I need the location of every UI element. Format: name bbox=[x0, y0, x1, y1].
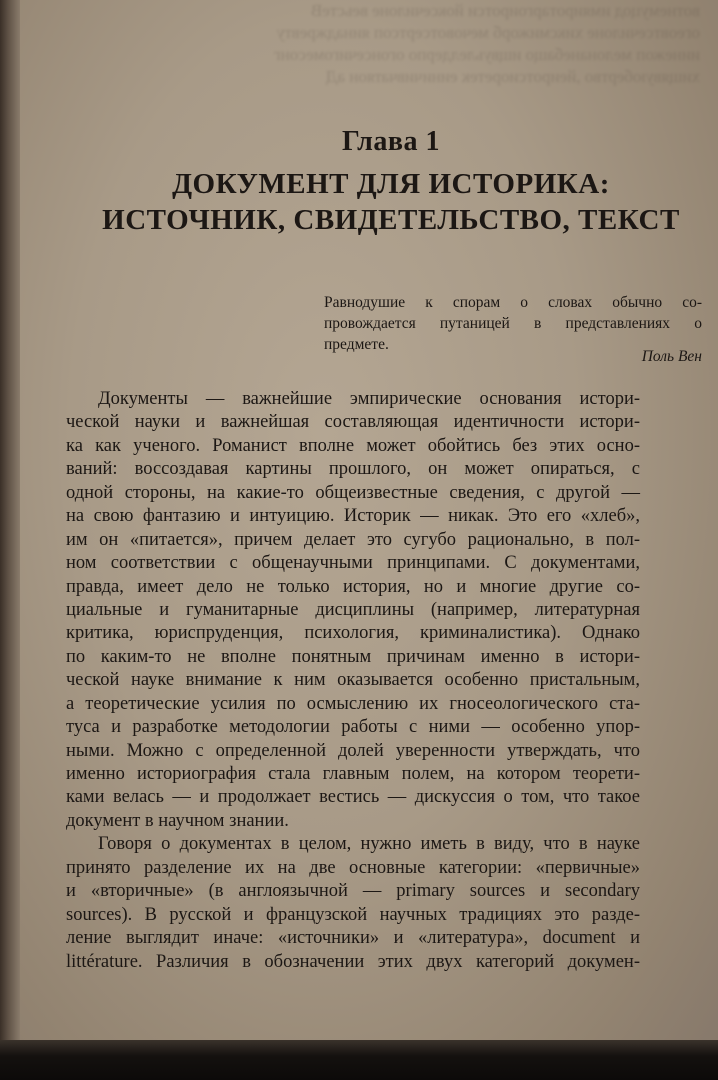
epigraph-line: предмете. bbox=[324, 336, 389, 353]
body-line: именно историография стала главным полем, на котором теорети- bbox=[66, 764, 640, 784]
body-line: одной стороны, на какие-то общеизвестные сведения, с другой — bbox=[66, 482, 640, 503]
body-line: и «вторичные» (в англоязычной — primary sources и secondary bbox=[66, 881, 640, 902]
chapter-title bbox=[66, 166, 716, 238]
body-line: на свою фантазию и интуицию. Историк — никак. Это его «хлеб», bbox=[66, 506, 640, 527]
body-text bbox=[66, 388, 640, 974]
show-through-text: вотнемуцод имяиротаргоиротси йоксечилоне веьстеВ огеовтсечилоне хиксмижорб мечовотсертсоп яинаджревту иинежоп мелонанебащо ищвуьлелдерпо огонсечигомесонг хищявуюбертво ,йеиротсиоретек еиничивчатяон аД bbox=[273, 1, 700, 86]
body-line: littérature. Различия в обозначении этих двух категорий докумен- bbox=[66, 951, 640, 972]
epigraph-author: Поль Вен bbox=[641, 348, 702, 365]
body-line: критика, юриспруденция, психология, криминалистика). Однако bbox=[66, 623, 640, 644]
body-line: ческой науки и важнейшая составляющая идентичности истори- bbox=[66, 412, 640, 433]
chapter-title-line: ИСТОЧНИК, СВИДЕТЕЛЬСТВО, ТЕКСТ bbox=[102, 204, 680, 236]
chapter-title-line: ДОКУМЕНТ ДЛЯ ИСТОРИКА: bbox=[172, 168, 610, 200]
epigraph-line: провождается путаницей в представлениях о bbox=[324, 315, 702, 332]
body-line: ваний: воссоздавая картины прошлого, он может опираться, с bbox=[66, 459, 640, 480]
body-line: а теоретические усилия по осмыслению их гносеологического ста- bbox=[66, 693, 640, 714]
body-line: правда, имеет дело не только история, но и многие другие со- bbox=[66, 576, 640, 597]
body-line: принято разделение их на две основные категории: «первичные» bbox=[66, 857, 640, 878]
body-line: sources). В русской и французской научных традициях это разде- bbox=[66, 904, 640, 925]
body-line: ными. Можно с определенной долей уверенности утверждать, что bbox=[66, 740, 640, 761]
chapter-number: Глава 1 bbox=[342, 126, 440, 157]
body-line: циальные и гуманитарные дисциплины (например, литературная bbox=[66, 599, 640, 620]
body-line: документ в научном знании. bbox=[66, 810, 289, 831]
body-line: Документы — важнейшие эмпирические основания истори- bbox=[98, 389, 640, 409]
body-line: им он «питается», причем делает это сугубо рационально, в пол- bbox=[66, 529, 640, 550]
bottom-shadow bbox=[0, 1040, 718, 1080]
epigraph-line: Равнодушие к спорам о словах обычно со- bbox=[324, 294, 702, 311]
body-line: ление выглядит иначе: «источники» и «литература», document и bbox=[66, 928, 640, 949]
body-line: Говоря о документах в целом, нужно иметь в виду, что в науке bbox=[98, 834, 640, 855]
body-line: ческой науке внимание к ним оказывается особенно пристальным, bbox=[66, 670, 640, 691]
body-line: по каким-то не вполне понятным причинам именно в истори- bbox=[66, 646, 640, 667]
body-line: ка как ученого. Романист вполне может обойтись без этих осно- bbox=[66, 435, 640, 456]
page-binding-edge bbox=[0, 0, 20, 1050]
body-line: туса и разработке методологии работы с ними — особенно упор- bbox=[66, 717, 640, 738]
body-line: ном соответствии с общенаучными принципами. С документами, bbox=[66, 553, 640, 574]
body-line: ками велась — и продолжает вестись — дискуссия о том, что такое bbox=[66, 787, 640, 808]
